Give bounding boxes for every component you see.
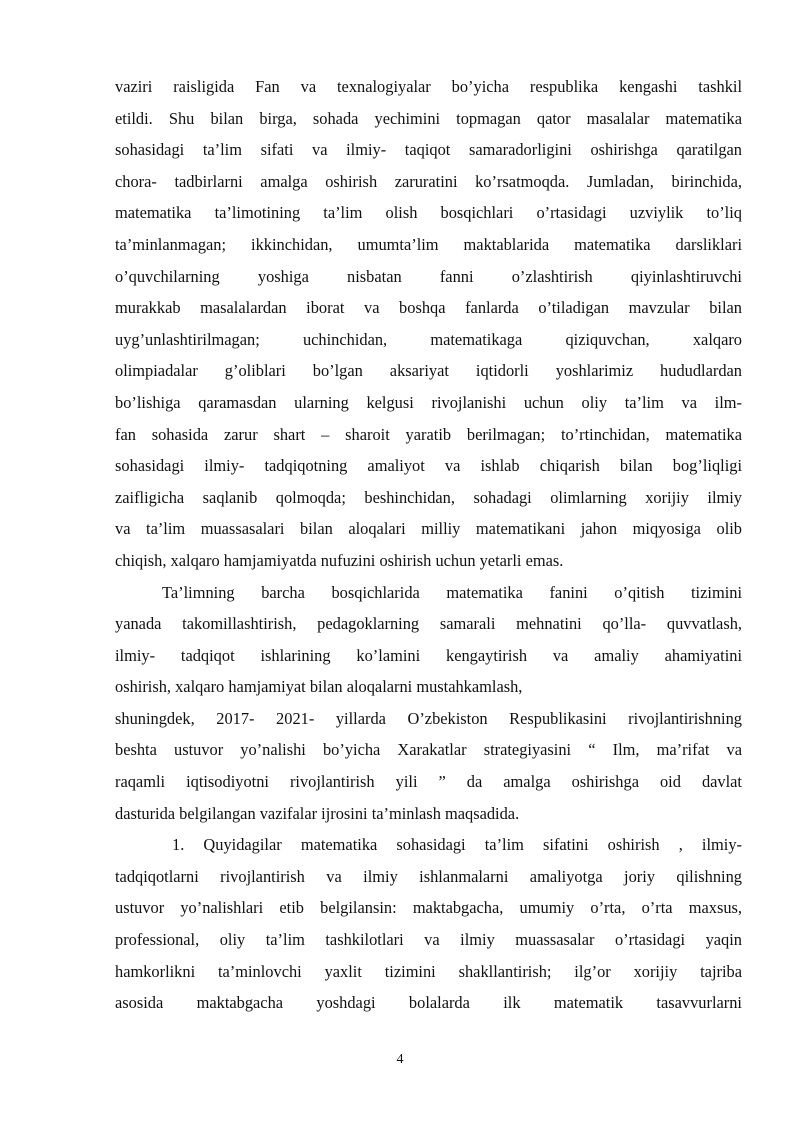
page-number: 4	[396, 1052, 404, 1067]
text-line: sohasidagi ta’lim sifati va ilmiy- taqiqot samaradorligini oshirishga qaratilgan	[115, 140, 742, 160]
text-line: etildi. Shu bilan birga, sohada yechimini topmagan qator masalalar matematika	[115, 108, 742, 128]
text-line: beshta ustuvor yo’nalishi bo’yicha Xarakatlar strategiyasini “ Ilm, ma’rifat va	[115, 740, 742, 760]
text-line: fan sohasida zarur shart – sharoit yaratib berilmagan; to’rtinchidan, matematika	[115, 424, 742, 444]
text-line: ustuvor yo’nalishlari etib belgilansin: maktabgacha, umumiy o’rta, o’rta maxsus,	[115, 898, 742, 918]
text-line: chora- tadbirlarni amalga oshirish zaruratini ko’rsatmoqda. Jumladan, birinchida,	[115, 171, 742, 191]
text-line: va ta’lim muassasalari bilan aloqalari milliy matematikani jahon miqyosiga olib	[115, 519, 742, 539]
text-line: vaziri raisligida Fan va texnalogiyalar bo’yicha respublika kengashi tashkil	[115, 77, 742, 96]
text-line: dasturida belgilangan vazifalar ijrosini ta’minlash maqsadida.	[115, 803, 520, 823]
text-line: bo’lishiga qaramasdan ularning kelgusi rivojlanishi uchun oliy ta’lim va ilm-	[115, 392, 742, 412]
text-line: yanada takomillashtirish, pedagoklarning samarali mehnatini qo’lla- quvvatlash,	[115, 614, 742, 634]
body-text	[115, 71, 742, 1019]
text-line: 1. Quyidagilar matematika sohasidagi ta’lim sifatini oshirish , ilmiy-	[172, 835, 742, 855]
text-line: murakkab masalalardan iborat va boshqa fanlarda o’tiladigan mavzular bilan	[115, 298, 742, 318]
text-line: ilmiy- tadqiqot ishlarining ko’lamini kengaytirish va amaliy ahamiyatini	[115, 645, 742, 665]
text-line: olimpiadalar g’oliblari bo’lgan aksariyat iqtidorli yoshlarimiz hududlardan	[115, 361, 742, 381]
text-line: shuningdek, 2017- 2021- yillarda O’zbekiston Respublikasini rivojlantirishning	[115, 708, 742, 728]
text-line: zaifligicha saqlanib qolmoqda; beshinchidan, sohadagi olimlarning xorijiy ilmiy	[115, 487, 742, 507]
text-line: o’quvchilarning yoshiga nisbatan fanni o’zlashtirish qiyinlashtiruvchi	[115, 266, 742, 286]
text-line: professional, oliy ta’lim tashkilotlari va ilmiy muassasalar o’rtasidagi yaqin	[115, 930, 742, 950]
text-line: sohasidagi ilmiy- tadqiqotning amaliyot va ishlab chiqarish bilan bog’liqligi	[115, 456, 742, 476]
text-line: ta’minlanmagan; ikkinchidan, umumta’lim maktablarida matematika darsliklari	[115, 234, 742, 254]
text-line: matematika ta’limotining ta’lim olish bosqichlari o’rtasidagi uzviylik to’liq	[115, 203, 742, 223]
text-line: hamkorlikni ta’minlovchi yaxlit tizimini shakllantirish; ilg’or xorijiy tajriba	[115, 961, 742, 981]
text-line: tadqiqotlarni rivojlantirish va ilmiy ishlanmalarni amaliyotga joriy qilishning	[115, 866, 742, 886]
text-line: uyg’unlashtirilmagan; uchinchidan, matematikaga qiziquvchan, xalqaro	[115, 329, 742, 349]
text-line: raqamli iqtisodiyotni rivojlantirish yili ” da amalga oshirishga oid davlat	[115, 772, 742, 792]
text-line: oshirish, xalqaro hamjamiyat bilan aloqalarni mustahkamlash,	[115, 677, 523, 697]
text-line: Ta’limning barcha bosqichlarida matematika fanini o’qitish tizimini	[162, 582, 742, 602]
text-line: asosida maktabgacha yoshdagi bolalarda ilk matematik tasavvurlarni	[115, 993, 742, 1013]
text-line: chiqish, xalqaro hamjamiyatda nufuzini oshirish uchun yetarli emas.	[115, 550, 564, 570]
